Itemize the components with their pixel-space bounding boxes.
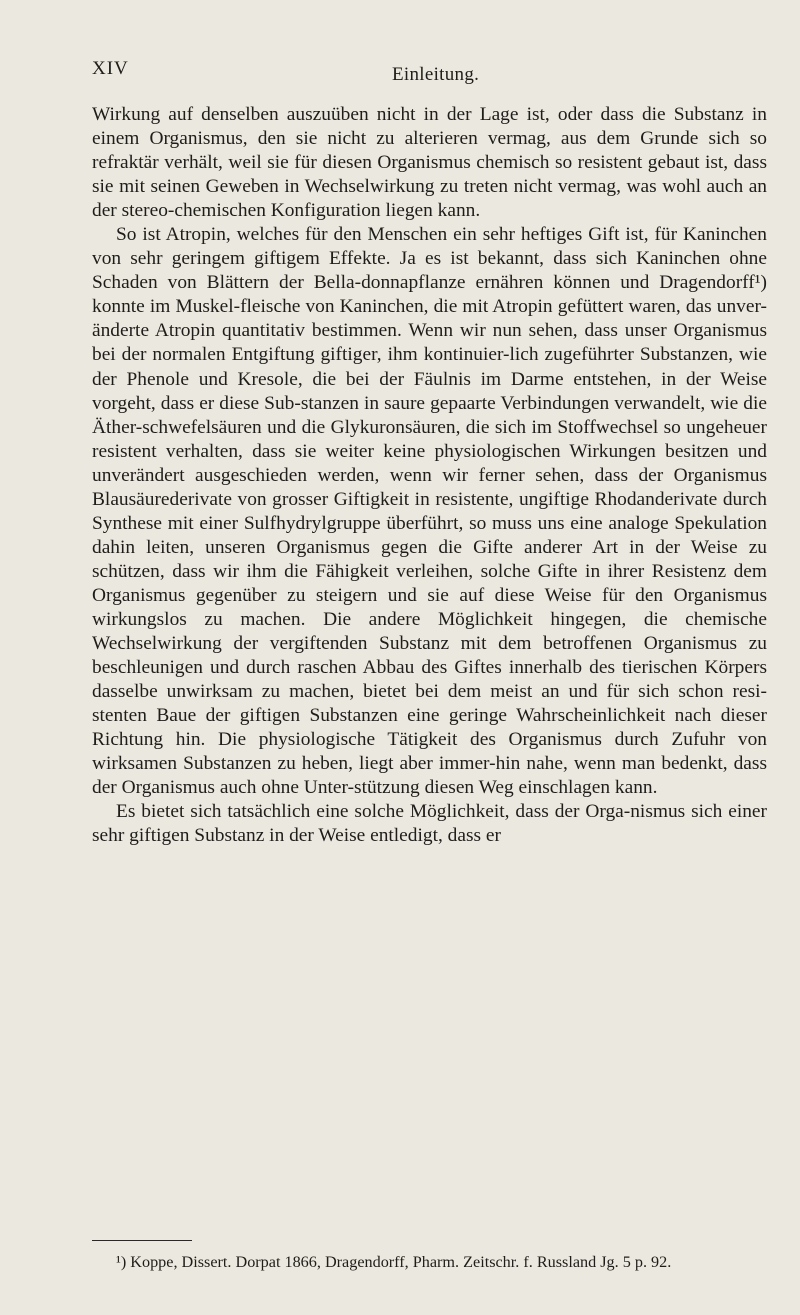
paragraph-2: So ist Atropin, welches für den Menschen ein sehr heftiges Gift ist, für Kaninchen von sehr geringem giftigem Effekte. Ja es ist bekannt, dass sich Kaninchen ohne Schaden von Blättern der Bella-donnapflanze ernähren können und Dragendorff¹) konnte im Muskel-fleische von Kaninchen, die mit Atropin gefüttert waren, das unver-änderte Atropin quantitativ bestimmen. Wenn wir nun sehen, dass unser Organismus bei der normalen Entgiftung giftiger, ihm kontinuier-lich zugeführter Substanzen, wie der Phenole und Kresole, die bei der Fäulnis im Darme entstehen, in der Weise vorgeht, dass er diese Sub-stanzen in saure gepaarte Verbindungen verwandelt, wie die Äther-schwefelsäuren und die Glykuronsäuren, die sich im Stoffwechsel so ungeheuer resistent verhalten, dass sie weiter keine physiologischen Wirkungen besitzen und unverändert ausgeschieden werden, wenn wir ferner sehen, dass der Organismus Blausäurederivate von grosser Giftigkeit in resistente, ungiftige Rhodanderivate durch Synthese mit einer Sulfhydrylgruppe überführt, so muss uns eine analoge Spekulation dahin leiten, unseren Organismus gegen die Gifte anderer Art in der Weise zu schützen, dass wir ihm die Fähigkeit verleihen, solche Gifte in ihrer Resistenz dem Organismus gegenüber zu steigern und sie auf diese Weise für den Organismus wirkungslos zu machen. Die andere Möglichkeit hingegen, die chemische Wechselwirkung der vergiftenden Substanz mit dem betroffenen Organismus zu beschleunigen und durch raschen Abbau des Giftes innerhalb des tierischen Körpers dasselbe unwirksam zu machen, bietet bei dem meist an und für sich schon resi-stenten Baue der giftigen Substanzen eine geringe Wahrscheinlichkeit nach dieser Richtung hin. Die physiologische Tätigkeit des Organismus durch Zufuhr von wirksamen Substanzen zu heben, liegt aber immer-hin nahe, wenn man bedenkt, dass der Organismus auch ohne Unter-stützung diesen Weg einschlagen kann. [92, 224, 767, 799]
running-head: Einleitung. [392, 64, 480, 85]
paragraph-1: Wirkung auf denselben auszuüben nicht in der Lage ist, oder dass die Substanz in einem Organismus, den sie nicht zu alterieren vermag, aus dem Grunde sich so refraktär verhält, weil sie für diesen Organismus chemisch so resistent gebaut ist, dass sie mit seinen Geweben in Wechselwirkung zu treten nicht vermag, was wohl auch an der stereo-chemischen Konfiguration liegen kann. [92, 104, 767, 222]
footnote-marker: ¹) [116, 1253, 127, 1271]
footnote-text: Koppe, Dissert. Dorpat 1866, Dragendorff, Pharm. Zeitschr. f. Russland Jg. 5 p. 92. [130, 1253, 672, 1271]
page-number: XIV [92, 58, 129, 79]
footnote [92, 1251, 767, 1273]
paragraph-3: Es bietet sich tatsächlich eine solche Möglichkeit, dass der Orga-nismus sich einer sehr giftigen Substanz in der Weise entledigt, dass er [92, 801, 767, 847]
footnote-rule [92, 1240, 192, 1241]
body-text [92, 103, 767, 848]
page-header [92, 58, 767, 88]
